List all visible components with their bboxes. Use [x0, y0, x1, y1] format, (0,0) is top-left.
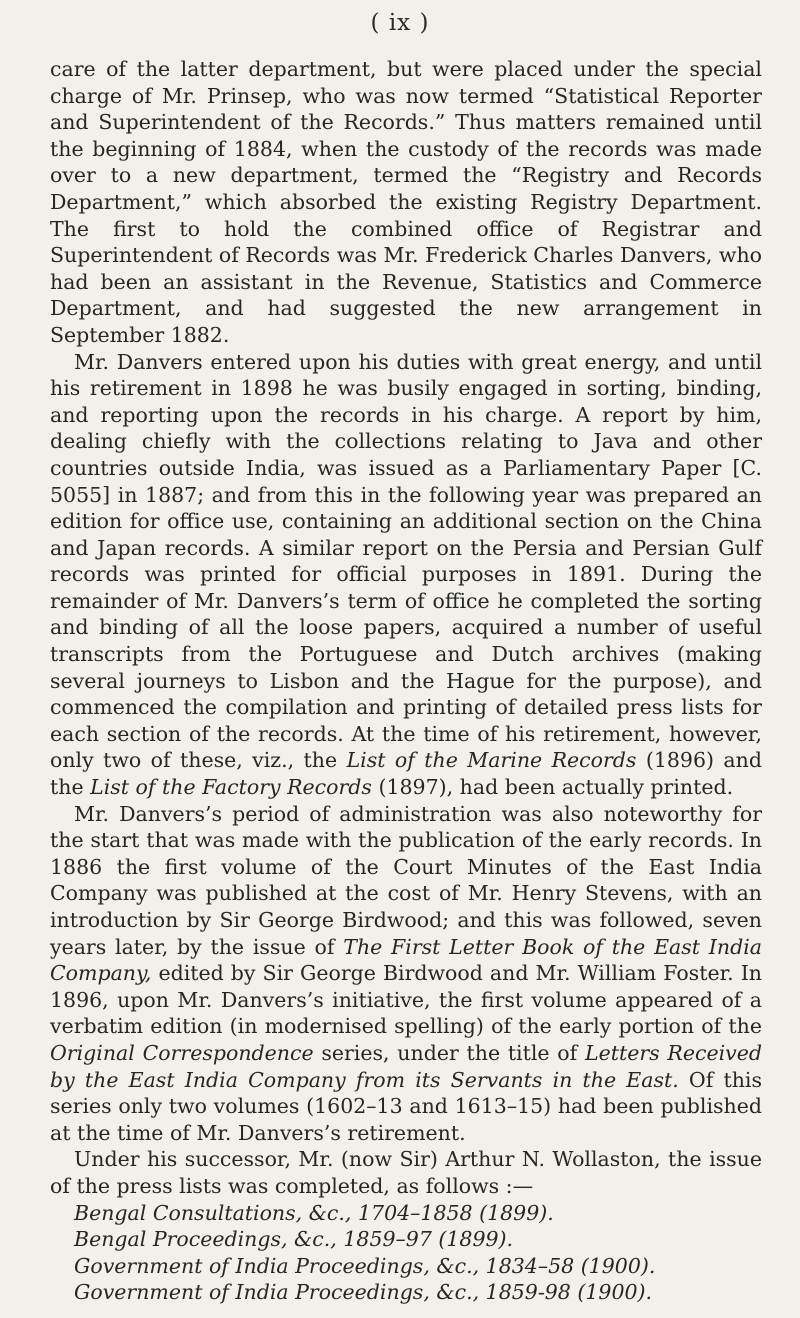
list-item-title: Government of India Proceedings, &c., [74, 1280, 480, 1305]
paragraph-1: care of the latter department, but were placed under the special charge of Mr. Prinsep, who was now termed “Statistical Reporter and Superintendent of the Records.” Thus matters remained until the beginning of 1884, when the custody of the records was made over to a new department, termed the “Registry and Records Department,” which absorbed the existing Registry Department. The first to hold the combined office of Registrar and Superintendent of Records was Mr. Frederick Charles Danvers, who had been an assistant in the Revenue, Statistics and Commerce Department, and had suggested the new arrangement in September 1882. [50, 57, 762, 347]
paragraph-2-mid: (1896) and the [50, 748, 762, 800]
marine-records-title: List of the Marine Records [346, 748, 637, 773]
paragraph-3-mid-2: series, under the title of [321, 1040, 578, 1065]
list-item [50, 1279, 762, 1306]
body-text [50, 56, 762, 1306]
factory-records-title: List of the Factory Records [90, 775, 372, 800]
list-item-title: Bengal Consultations, &c., [74, 1200, 352, 1225]
press-list [50, 1200, 762, 1306]
list-item [50, 1253, 762, 1280]
first-letter-book-title: The First Letter Book of the East India Company, [50, 934, 762, 986]
letters-received-title: Letters Received by the East India Company from its Servants in the East. [50, 1040, 762, 1092]
list-item-title: Government of India Proceedings, &c., [74, 1253, 480, 1278]
paragraph-3 [50, 801, 762, 1147]
list-item-dates: 1834–58 (1900). [485, 1253, 656, 1278]
paragraph-2-end: (1897), had been actually printed. [378, 775, 734, 800]
list-item [50, 1200, 762, 1227]
paragraph-3-start: Mr. Danvers’s period of administration was also noteworthy for the start that was made with the publication of the early records. In 1886 the first volume of the Court Minutes of the East India Company was published at the cost of Mr. Henry Stevens, with an introduction by Sir George Birdwood; and this was followed, seven years later, by the issue of [50, 801, 762, 959]
paragraph-2 [50, 349, 762, 801]
list-item [50, 1226, 762, 1253]
paragraph-2-text: Mr. Danvers entered upon his duties with great energy, and until his retirement in 1898 he was busily engaged in sorting, binding, and reporting upon the records in his charge. A report by him, dealing chiefly with the collections relating to Java and other countries outside India, was issued as a Parliamentary Paper [C. 5055] in 1887; and from this in the following year was prepared an edition for office use, containing an additional section on the China and Japan records. A similar report on the Persia and Persian Gulf records was printed for official purposes in 1891. During the remainder of Mr. Danvers’s term of office he completed the sorting and binding of all the loose papers, acquired a number of useful transcripts from the Portuguese and Dutch archives (making several journeys to Lisbon and the Hague for the purpose), and commenced the compilation and printing of detailed press lists for each section of the records. At the time of his retirement, however, only two of these, viz., the [50, 349, 762, 773]
paragraph-3-mid-1: edited by Sir George Birdwood and Mr. William Foster. In 1896, upon Mr. Danvers’s initiative, the first volume appeared of a verbatim edition (in modernised spelling) of the early portion of the [50, 961, 762, 1039]
list-item-dates: 1859-98 (1900). [485, 1280, 653, 1305]
paragraph-3-end: Of this series only two volumes (1602–13 and 1613–15) had been published at the time of Mr. Danvers’s retirement. [50, 1067, 762, 1145]
list-item-dates: 1704–1858 (1899). [357, 1200, 554, 1225]
list-item-title: Bengal Proceedings, &c., [74, 1227, 337, 1252]
list-item-dates: 1859–97 (1899). [343, 1227, 514, 1252]
original-correspondence-title: Original Correspondence [50, 1040, 314, 1065]
page-number: ( ix ) [370, 10, 430, 36]
paragraph-4: Under his successor, Mr. (now Sir) Arthur N. Wollaston, the issue of the press lists was completed, as follows :— [50, 1147, 762, 1198]
